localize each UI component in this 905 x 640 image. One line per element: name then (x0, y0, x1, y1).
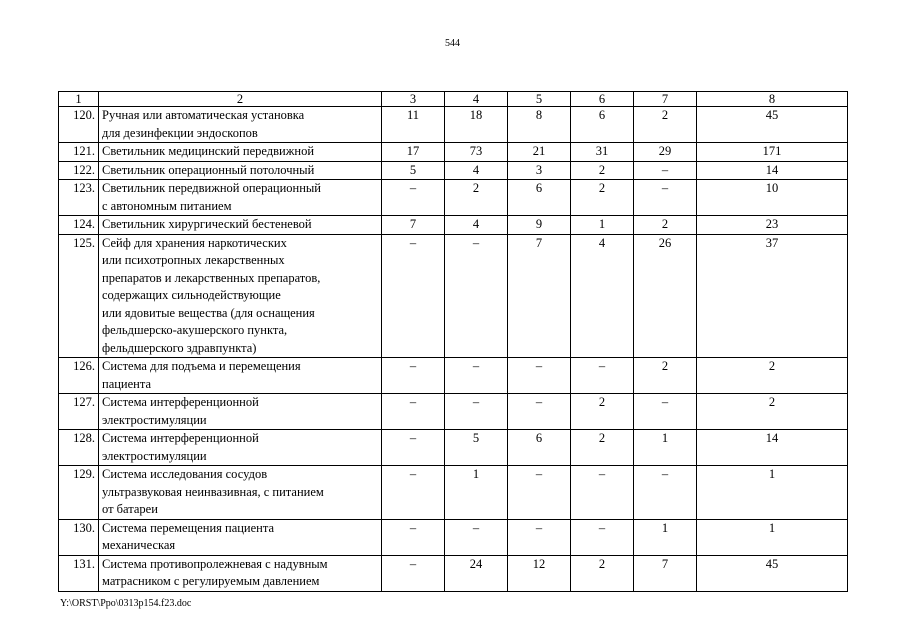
value-cell: – (445, 519, 508, 555)
value-cell: 2 (571, 555, 634, 591)
value-cell: 2 (634, 107, 697, 143)
value-cell: – (571, 466, 634, 520)
value-cell: – (445, 394, 508, 430)
value-cell: 73 (445, 143, 508, 162)
value-cell: – (382, 358, 445, 394)
item-name: Система перемещения пациента механическая (99, 519, 382, 555)
value-cell: 2 (571, 394, 634, 430)
value-cell: 37 (697, 234, 848, 358)
value-cell: 171 (697, 143, 848, 162)
item-name: Система интерференционной электростимуляции (99, 430, 382, 466)
value-cell: 9 (508, 216, 571, 235)
value-cell: 1 (571, 216, 634, 235)
table-body (59, 107, 848, 592)
row-number: 122. (59, 161, 99, 180)
value-cell: – (634, 161, 697, 180)
value-cell: – (445, 234, 508, 358)
value-cell: – (508, 519, 571, 555)
table-header-row (59, 92, 848, 107)
value-cell: 6 (571, 107, 634, 143)
value-cell: 7 (634, 555, 697, 591)
value-cell: 3 (508, 161, 571, 180)
row-number: 131. (59, 555, 99, 591)
value-cell: – (571, 358, 634, 394)
value-cell: 1 (634, 519, 697, 555)
value-cell: 1 (697, 519, 848, 555)
column-header: 4 (445, 92, 508, 107)
row-number: 125. (59, 234, 99, 358)
value-cell: – (634, 180, 697, 216)
value-cell: – (382, 555, 445, 591)
item-name: Ручная или автоматическая установка для дезинфекции эндоскопов (99, 107, 382, 143)
value-cell: 5 (382, 161, 445, 180)
value-cell: – (382, 234, 445, 358)
value-cell: 45 (697, 107, 848, 143)
value-cell: 2 (634, 358, 697, 394)
table-row (59, 216, 848, 235)
row-number: 127. (59, 394, 99, 430)
row-number: 129. (59, 466, 99, 520)
item-name: Светильник медицинский передвижной (99, 143, 382, 162)
column-header: 1 (59, 92, 99, 107)
page-number: 544 (445, 38, 460, 49)
item-name: Система противопролежневая с надувным матрасником с регулируемым давлением (99, 555, 382, 591)
value-cell: – (445, 358, 508, 394)
value-cell: 2 (697, 358, 848, 394)
value-cell: 1 (445, 466, 508, 520)
table-row (59, 466, 848, 520)
value-cell: 31 (571, 143, 634, 162)
column-header: 6 (571, 92, 634, 107)
table-row (59, 519, 848, 555)
table-row (59, 143, 848, 162)
value-cell: 26 (634, 234, 697, 358)
value-cell: 18 (445, 107, 508, 143)
row-number: 128. (59, 430, 99, 466)
data-table (58, 91, 848, 592)
value-cell: 1 (697, 466, 848, 520)
table-row (59, 430, 848, 466)
row-number: 126. (59, 358, 99, 394)
column-header: 8 (697, 92, 848, 107)
value-cell: – (571, 519, 634, 555)
value-cell: – (382, 180, 445, 216)
column-header: 5 (508, 92, 571, 107)
value-cell: 24 (445, 555, 508, 591)
value-cell: 7 (508, 234, 571, 358)
table-row (59, 161, 848, 180)
value-cell: 5 (445, 430, 508, 466)
value-cell: 7 (382, 216, 445, 235)
value-cell: 2 (571, 430, 634, 466)
value-cell: 2 (571, 180, 634, 216)
value-cell: – (508, 358, 571, 394)
value-cell: 14 (697, 430, 848, 466)
value-cell: – (634, 394, 697, 430)
value-cell: 8 (508, 107, 571, 143)
value-cell: – (382, 394, 445, 430)
column-header: 3 (382, 92, 445, 107)
value-cell: 6 (508, 180, 571, 216)
value-cell: 2 (445, 180, 508, 216)
row-number: 124. (59, 216, 99, 235)
value-cell: 4 (445, 216, 508, 235)
value-cell: 2 (697, 394, 848, 430)
column-header: 2 (99, 92, 382, 107)
value-cell: – (382, 466, 445, 520)
item-name: Система для подъема и перемещения пациента (99, 358, 382, 394)
value-cell: 45 (697, 555, 848, 591)
value-cell: – (382, 430, 445, 466)
table-row (59, 358, 848, 394)
item-name: Светильник операционный потолочный (99, 161, 382, 180)
value-cell: 4 (571, 234, 634, 358)
item-name: Светильник хирургический бестеневой (99, 216, 382, 235)
footer-file-path: Y:\ORST\Ppo\0313p154.f23.doc (60, 598, 192, 609)
value-cell: 21 (508, 143, 571, 162)
item-name: Система исследования сосудов ультразвуковая неинвазивная, с питанием от батареи (99, 466, 382, 520)
value-cell: 2 (634, 216, 697, 235)
value-cell: 2 (571, 161, 634, 180)
value-cell: 12 (508, 555, 571, 591)
value-cell: 10 (697, 180, 848, 216)
row-number: 123. (59, 180, 99, 216)
item-name: Система интерференционной электростимуляции (99, 394, 382, 430)
column-header: 7 (634, 92, 697, 107)
value-cell: 11 (382, 107, 445, 143)
value-cell: 4 (445, 161, 508, 180)
value-cell: 23 (697, 216, 848, 235)
value-cell: 6 (508, 430, 571, 466)
value-cell: – (634, 466, 697, 520)
item-name: Светильник передвижной операционный с автономным питанием (99, 180, 382, 216)
table-row (59, 107, 848, 143)
table-row (59, 394, 848, 430)
value-cell: 1 (634, 430, 697, 466)
row-number: 130. (59, 519, 99, 555)
value-cell: 14 (697, 161, 848, 180)
value-cell: – (508, 466, 571, 520)
table-row (59, 180, 848, 216)
value-cell: – (382, 519, 445, 555)
row-number: 120. (59, 107, 99, 143)
table-row (59, 234, 848, 358)
value-cell: 29 (634, 143, 697, 162)
value-cell: 17 (382, 143, 445, 162)
item-name: Сейф для хранения наркотических или психотропных лекарственных препаратов и лекарственных препаратов, содержащих сильнодействующие или ядовитые вещества (для оснащения фельдшерско-акушерского пункта, фельдшерского здравпункта) (99, 234, 382, 358)
table-row (59, 555, 848, 591)
row-number: 121. (59, 143, 99, 162)
value-cell: – (508, 394, 571, 430)
